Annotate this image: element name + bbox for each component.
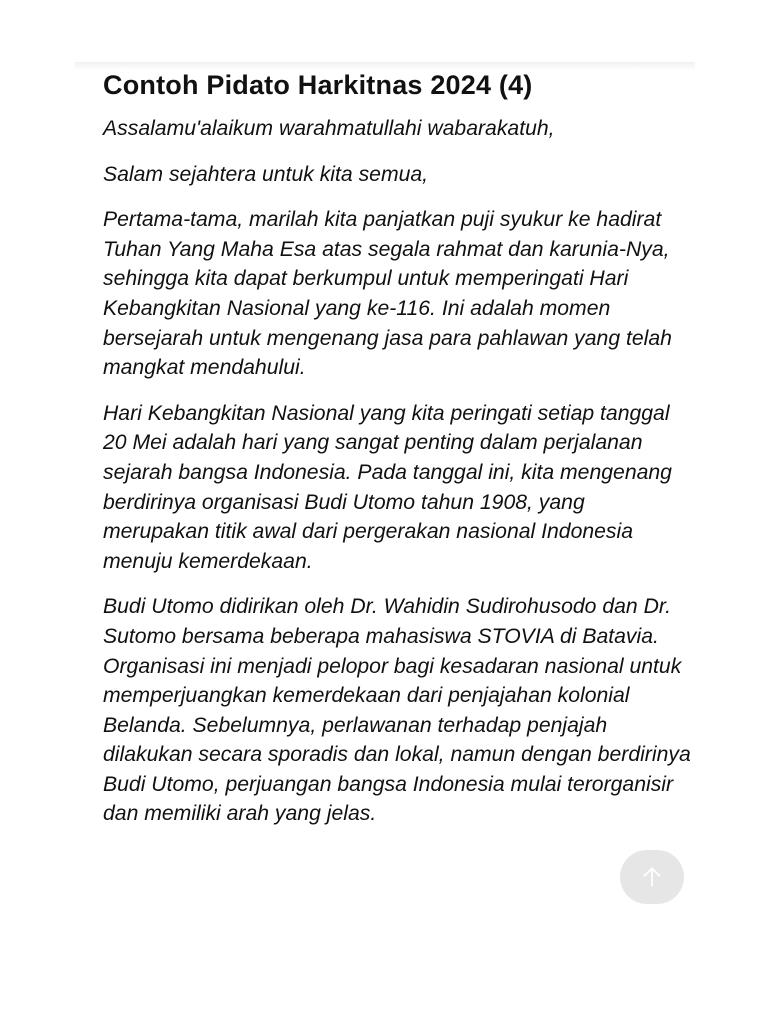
paragraph-salutation: Salam sejahtera untuk kita semua, xyxy=(103,162,429,186)
paragraph-budi-utomo: Budi Utomo didirikan oleh Dr. Wahidin Sudirohusodo dan Dr. Sutomo bersama beberapa mahasiswa STOVIA di Batavia. Organisasi ini menjadi pelopor bagi kesadaran nasional untuk memperjuangkan kemerdekaan dari penjajahan kolonial Belanda. Sebelumnya, perlawanan terhadap penjajah dilakukan secara sporadis dan lokal, namun dengan berdirinya Budi Utomo, perjuangan bangsa Indonesia mulai terorganisir dan memiliki arah yang jelas. xyxy=(103,595,691,826)
paragraph-opening: Pertama-tama, marilah kita panjatkan puji syukur ke hadirat Tuhan Yang Maha Esa atas segala rahmat dan karunia-Nya, sehingga kita dapat berkumpul untuk memperingati Hari Kebangkitan Nasional yang ke-116. Ini adalah momen bersejarah untuk mengenang jasa para pahlawan yang telah mangkat mendahului. xyxy=(103,208,672,380)
paragraph-greeting: Assalamu'alaikum warahmatullahi wabarakatuh, xyxy=(103,117,555,140)
page-title: Contoh Pidato Harkitnas 2024 (4) xyxy=(103,70,533,100)
article xyxy=(103,66,693,845)
paragraph-harkitnas: Hari Kebangkitan Nasional yang kita peringati setiap tanggal 20 Mei adalah hari yang sangat penting dalam perjalanan sejarah bangsa Indonesia. Pada tanggal ini, kita mengenang berdirinya organisasi Budi Utomo tahun 1908, yang merupakan titik awal dari pergerakan nasional Indonesia menuju kemerdekaan. xyxy=(103,401,672,573)
scroll-to-top-button[interactable] xyxy=(620,850,684,904)
arrow-up-icon xyxy=(639,864,665,890)
